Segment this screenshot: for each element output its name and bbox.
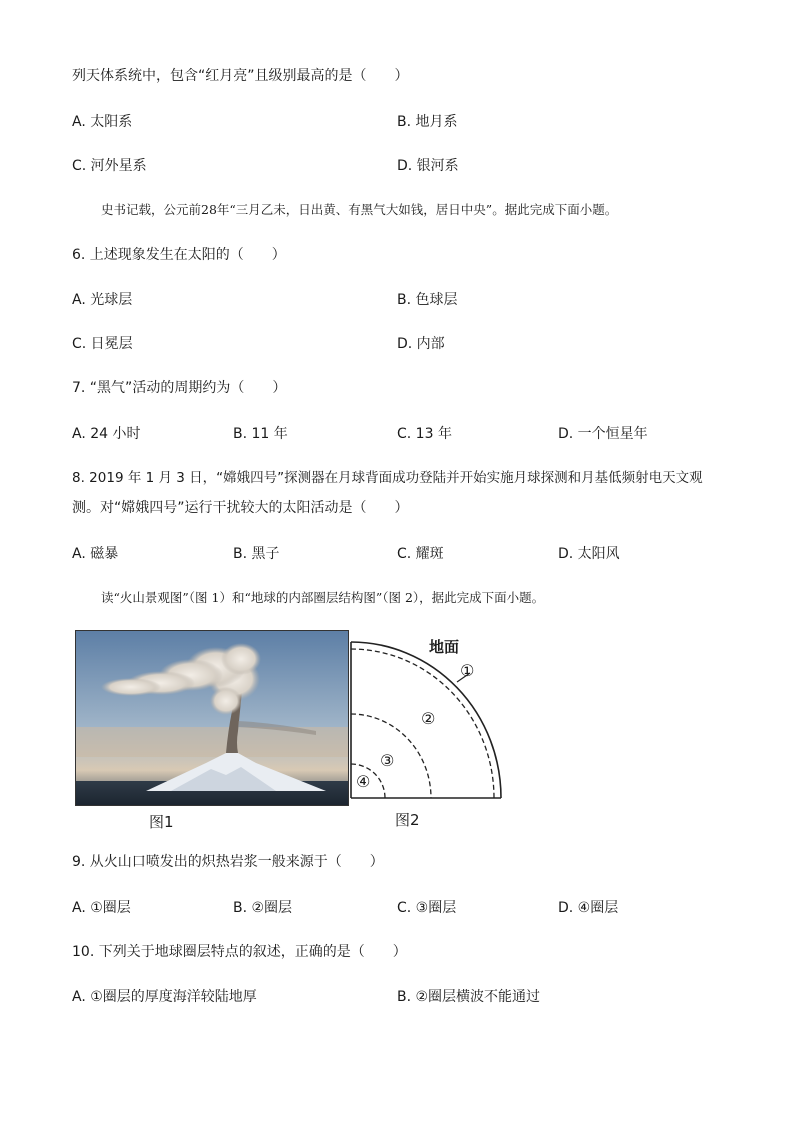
q10-stem: 10. 下列关于地球圈层特点的叙述，正确的是（ ）	[72, 944, 407, 960]
q6-option-d: D. 内部	[397, 336, 445, 352]
q9-option-b: B. ②圈层	[233, 900, 293, 916]
q7-stem: 7. “黑气”活动的周期约为（ ）	[72, 380, 287, 396]
earth-layers-diagram	[349, 636, 509, 804]
q7-option-b: B. 11 年	[233, 426, 288, 442]
q8-option-c: C. 耀斑	[397, 546, 444, 562]
q6-option-a: A. 光球层	[72, 292, 133, 308]
figure1-caption: 图1	[149, 813, 174, 831]
diagram-surface-label: 地面	[429, 638, 460, 656]
q5-option-a: A. 太阳系	[72, 114, 133, 130]
layer-label-3: ③	[380, 751, 395, 770]
q7-option-a: A. 24 小时	[72, 426, 141, 442]
layer-label-2: ②	[421, 709, 436, 728]
q5-option-d: D. 银河系	[397, 158, 459, 174]
q6-stem: 6. 上述现象发生在太阳的（ ）	[72, 247, 286, 263]
q6-option-b: B. 色球层	[397, 292, 458, 308]
q7-option-d: D. 一个恒星年	[558, 426, 648, 442]
intro-volcano: 读“火山景观图”（图 1）和“地球的内部圈层结构图”（图 2），据此完成下面小题。	[101, 590, 545, 605]
layer-label-1: ①	[460, 661, 475, 680]
layer-label-4: ④	[356, 772, 371, 791]
q5-stem: 列天体系统中，包含“红月亮”且级别最高的是（ ）	[72, 68, 409, 84]
q5-option-b: B. 地月系	[397, 114, 458, 130]
q7-option-c: C. 13 年	[397, 426, 452, 442]
q8-stem-line2: 测。对“嫦娥四号”运行干扰较大的太阳活动是（ ）	[72, 500, 409, 516]
q10-option-b: B. ②圈层横波不能通过	[397, 989, 541, 1005]
intro-sunspot: 史书记载，公元前28年“三月乙未，日出黄、有黑气大如钱，居日中央”。据此完成下面小题。	[101, 202, 618, 217]
q9-option-a: A. ①圈层	[72, 900, 131, 916]
q9-option-c: C. ③圈层	[397, 900, 457, 916]
q8-option-d: D. 太阳风	[558, 546, 620, 562]
q8-option-b: B. 黑子	[233, 546, 280, 562]
figure2-caption: 图2	[395, 811, 420, 829]
q5-option-c: C. 河外星系	[72, 158, 147, 174]
q8-stem-line1: 8. 2019 年 1 月 3 日，“嫦娥四号”探测器在月球背面成功登陆并开始实施月球探测和月基低频射电天文观	[72, 470, 703, 486]
q8-option-a: A. 磁暴	[72, 546, 119, 562]
q9-option-d: D. ④圈层	[558, 900, 619, 916]
q9-stem: 9. 从火山口喷发出的炽热岩浆一般来源于（ ）	[72, 854, 384, 870]
volcano-illustration	[76, 631, 348, 805]
volcano-photo	[75, 630, 349, 806]
q10-option-a: A. ①圈层的厚度海洋较陆地厚	[72, 989, 257, 1005]
q6-option-c: C. 日冕层	[72, 336, 133, 352]
